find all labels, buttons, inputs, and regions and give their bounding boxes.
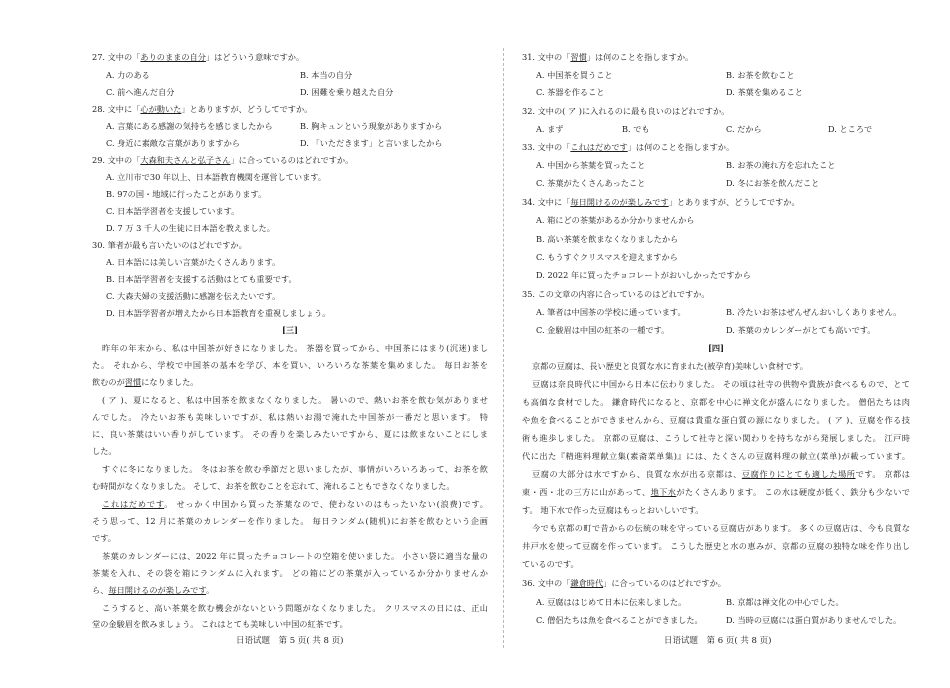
passage-line: こうすると、高い茶葉を飲む機会がないという問題がなくなりました。 クリスマスの日には、正山 [102, 603, 488, 613]
option-c: C. 日本語学習者を支援しています。 [106, 206, 240, 216]
passage-line: 豆腐の大部分は水ですから、良質な水が出る京都は、豆腐作りにとても適した場所です。 京都は [532, 469, 910, 479]
option-c: C. 茶器を作ること [536, 87, 605, 97]
option-d: D. 日本語学習者が増えたから日本語教育を重視しましょう。 [106, 308, 331, 318]
option-b: B. 本当の自分 [300, 70, 353, 80]
option-d: D. 茶葉のカレンダーがとても高いです。 [726, 325, 876, 335]
option-b: B. でも [622, 124, 650, 134]
option-d: D. ところで [828, 124, 873, 134]
option-b: B. 胸キュンという現象がありますから [300, 121, 443, 131]
option-a: A. 中国茶を買うこと [536, 70, 613, 80]
question-29: 29. 文中の「大森和夫さんと弘子さん」に合っているのはどれですか。 [92, 155, 354, 165]
passage-line: 飲むのが習慣になりました。 [92, 377, 199, 387]
passage-line: ( ア )、夏になると、私は中国茶を飲まなくなりました。 暑いので、熱いお茶を飲む気がありませ [102, 395, 488, 405]
option-b: B. お茶の淹れ方を忘れたこと [726, 160, 836, 170]
option-c: C. 身近に素敵な言葉がありますから [106, 138, 240, 148]
passage-line: 代に出た『精進料理献立集(素斋菜单集)』には、たくさんの豆腐料理の献立(菜单)が載っています。 [522, 451, 910, 461]
passage-line: 井戸水を使って豆腐を作っています。 こうした歴史と水の恵みが、京都の豆腐の独特な味を作り出し [522, 541, 910, 551]
option-b: B. 高い茶葉を飲まなくなりましたから [536, 234, 679, 244]
option-a: A. まず [536, 124, 564, 134]
option-a: A. 中国から茶葉を買ったこと [536, 160, 646, 170]
page-footer-right: 日语试题 第 6 页( 共 8 页) [664, 636, 772, 646]
passage-line: 術も進歩しました。 京都の豆腐は、こうして社寺と深い関わりを持ちながら発展しました。 江戸時 [522, 433, 910, 443]
question-35: 35. この文章の内容に合っているのはどれですか。 [522, 289, 710, 299]
question-31: 31. 文中の「習慣」は何のことを指しますか。 [522, 52, 694, 62]
option-a: A. 力のある [106, 70, 150, 80]
option-a: A. 豆腐ははじめて日本に伝来しました。 [536, 597, 687, 607]
passage-line: ら、毎日開けるのが楽しみです。 [92, 585, 215, 595]
page-divider [503, 48, 504, 648]
section-heading-3: [三] [282, 325, 298, 335]
option-c: C. 僧侶たちは魚を食べることができました。 [536, 615, 703, 625]
option-b: B. お茶を飲むこと [726, 70, 795, 80]
passage-line: です。 [92, 533, 116, 543]
passage-line: 豆腐は奈良時代に中国から日本に伝わりました。 その頃は社寺の供物や貴族が食べるもので、とて [532, 379, 910, 389]
option-c: C. 茶葉がたくさんあったこと [536, 178, 646, 188]
option-b: B. 京都は禅文化の中心でした。 [726, 597, 844, 607]
passage-line: そう思って、12 月に茶葉のカレンダーを作りました。 毎日ランダム(随机)にお茶を飲むという企画 [92, 516, 488, 526]
passage-line: む時間がなくなりました。 そして、お茶を飲むことを忘れて、淹れることもできなくなりました。 [92, 481, 455, 491]
passage-line: や魚を食べることができませんから、豆腐は貴重な蛋白質の源になりました。 ( ア )、豆腐を作る技 [522, 415, 910, 425]
option-d: D. 困難を乗り越えた自分 [300, 87, 394, 97]
question-27: 27. 文中の「ありのままの自分」はどういう意味ですか。 [92, 52, 305, 62]
question-28: 28. 文中に「心が動いた」とありますが、どうしてですか。 [92, 104, 313, 114]
passage-line: ているのです。 [522, 559, 579, 569]
question-32: 32. 文中の( ア )に入れるのに最も良いのはどれですか。 [522, 106, 730, 116]
passage-line: これはだめです。 せっかく中国から買った茶葉なので、使わないのはもったいない(浪费)です。 [102, 499, 488, 509]
option-a: A. 立川市で30 年以上、日本語教育機関を運営しています。 [106, 172, 326, 182]
option-d: D. 2022 年に買ったチョコレートがおいしかったですから [536, 270, 751, 280]
passage-line: 堂の金駿眉を飲みましょう。 これはとても美味しい中国の紅茶です。 [92, 619, 348, 629]
option-b: B. 日本語学習者を支援する活動はとても重要です。 [106, 274, 297, 284]
option-b: B. 97の国・地域に行ったことがあります。 [106, 189, 267, 199]
passage-line: 茶葉のカレンダーには、2022 年に買ったチョコレートの空箱を使いました。 小さい袋に適当な量の [102, 551, 488, 561]
option-b: B. 冷たいお茶はぜんぜんおいしくありません。 [726, 307, 902, 317]
passage-line: も高価な食材でした。 鎌倉時代になると、京都を中心に禅文化が盛んになりました。 僧侶たちは肉 [522, 397, 910, 407]
option-d: D. 7 万 3 千人の生徒に日本語を教えました。 [106, 223, 275, 233]
passage-line: に、良い茶葉はいい香りがしています。 その香りを楽しみたいですから、夏には飲まないことにしま [92, 429, 488, 439]
passage-line: 茶葉を入れ、その袋を箱にランダムに入れます。 どの箱にどの茶葉が入っているか分かりませんか [92, 568, 488, 578]
page-footer-left: 日语试题 第 5 页( 共 8 页) [236, 636, 344, 646]
passage-line: 京都の豆腐は、長い歴史と良質な水に育まれた(被孕育)美味しい食材です。 [532, 361, 808, 371]
passage-line: 昨年の年末から、私は中国茶が好きになりました。 茶器を買ってから、中国茶にはまり(沉迷)まし [102, 343, 488, 353]
passage-line: すぐに冬になりました。 冬はお茶を飲む季節だと思いましたが、事情がいろいろあって、お茶を飲 [102, 464, 488, 474]
right-page [522, 0, 910, 688]
option-d: D. 当時の豆腐には蛋白質がありませんでした。 [726, 615, 902, 625]
option-a: A. 筆者は中国茶の学校に通っています。 [536, 307, 686, 317]
option-d: D. 茶葉を集めること [726, 87, 803, 97]
question-33: 33. 文中の「これはだめです」は何のことを指しますか。 [522, 142, 735, 152]
option-c: C. 大森夫婦の支援活動に感謝を伝えたいです。 [106, 291, 281, 301]
question-36: 36. 文中の「鎌倉時代」に合っているのはどれですか。 [522, 578, 726, 588]
passage-line: した。 [92, 446, 117, 456]
option-c: C. もうすぐクリスマスを迎えますから [536, 252, 678, 262]
option-c: C. だから [726, 124, 762, 134]
passage-line: んでした。 冷たいお茶も美味しいですが、私は熱いお湯で淹れた中国茶が一番だと思います。 特 [92, 412, 488, 422]
passage-line: た。 それから、学校で中国茶の基本を学び、本を買い、いろいろな茶葉を集めました。 毎日お茶を [92, 360, 488, 370]
option-c: C. 前へ進んだ自分 [106, 87, 175, 97]
question-34: 34. 文中に「毎日開けるのが楽しみです」とありますが、どうしてですか。 [522, 197, 800, 207]
option-d: D. 「いただきます」と言いましたから [300, 138, 443, 148]
passage-line: す。 地下水で作った豆腐はもっとおいしいです。 [522, 505, 704, 515]
section-heading-4: [四] [708, 343, 724, 353]
passage-line: 今でも京都の町で昔からの伝統の味を守っている豆腐店があります。 多くの豆腐店は、今も良質な [532, 523, 910, 533]
option-a: A. 日本語には美しい言葉がたくさんあります。 [106, 257, 281, 267]
option-c: C. 金駿眉は中国の紅茶の一種です。 [536, 325, 670, 335]
left-page [92, 0, 488, 688]
question-30: 30. 筆者が最も言いたいのはどれですか。 [92, 240, 247, 250]
option-a: A. 言葉にある感謝の気持ちを感じましたから [106, 121, 273, 131]
option-a: A. 箱にどの茶葉があるか分かりませんから [536, 215, 695, 225]
passage-line: 東・西・北の三方に山があって、地下水がたくさんあります。 この水は硬度が低く、鉄分も少ないで [522, 487, 910, 497]
option-d: D. 冬にお茶を飲んだこと [726, 178, 820, 188]
